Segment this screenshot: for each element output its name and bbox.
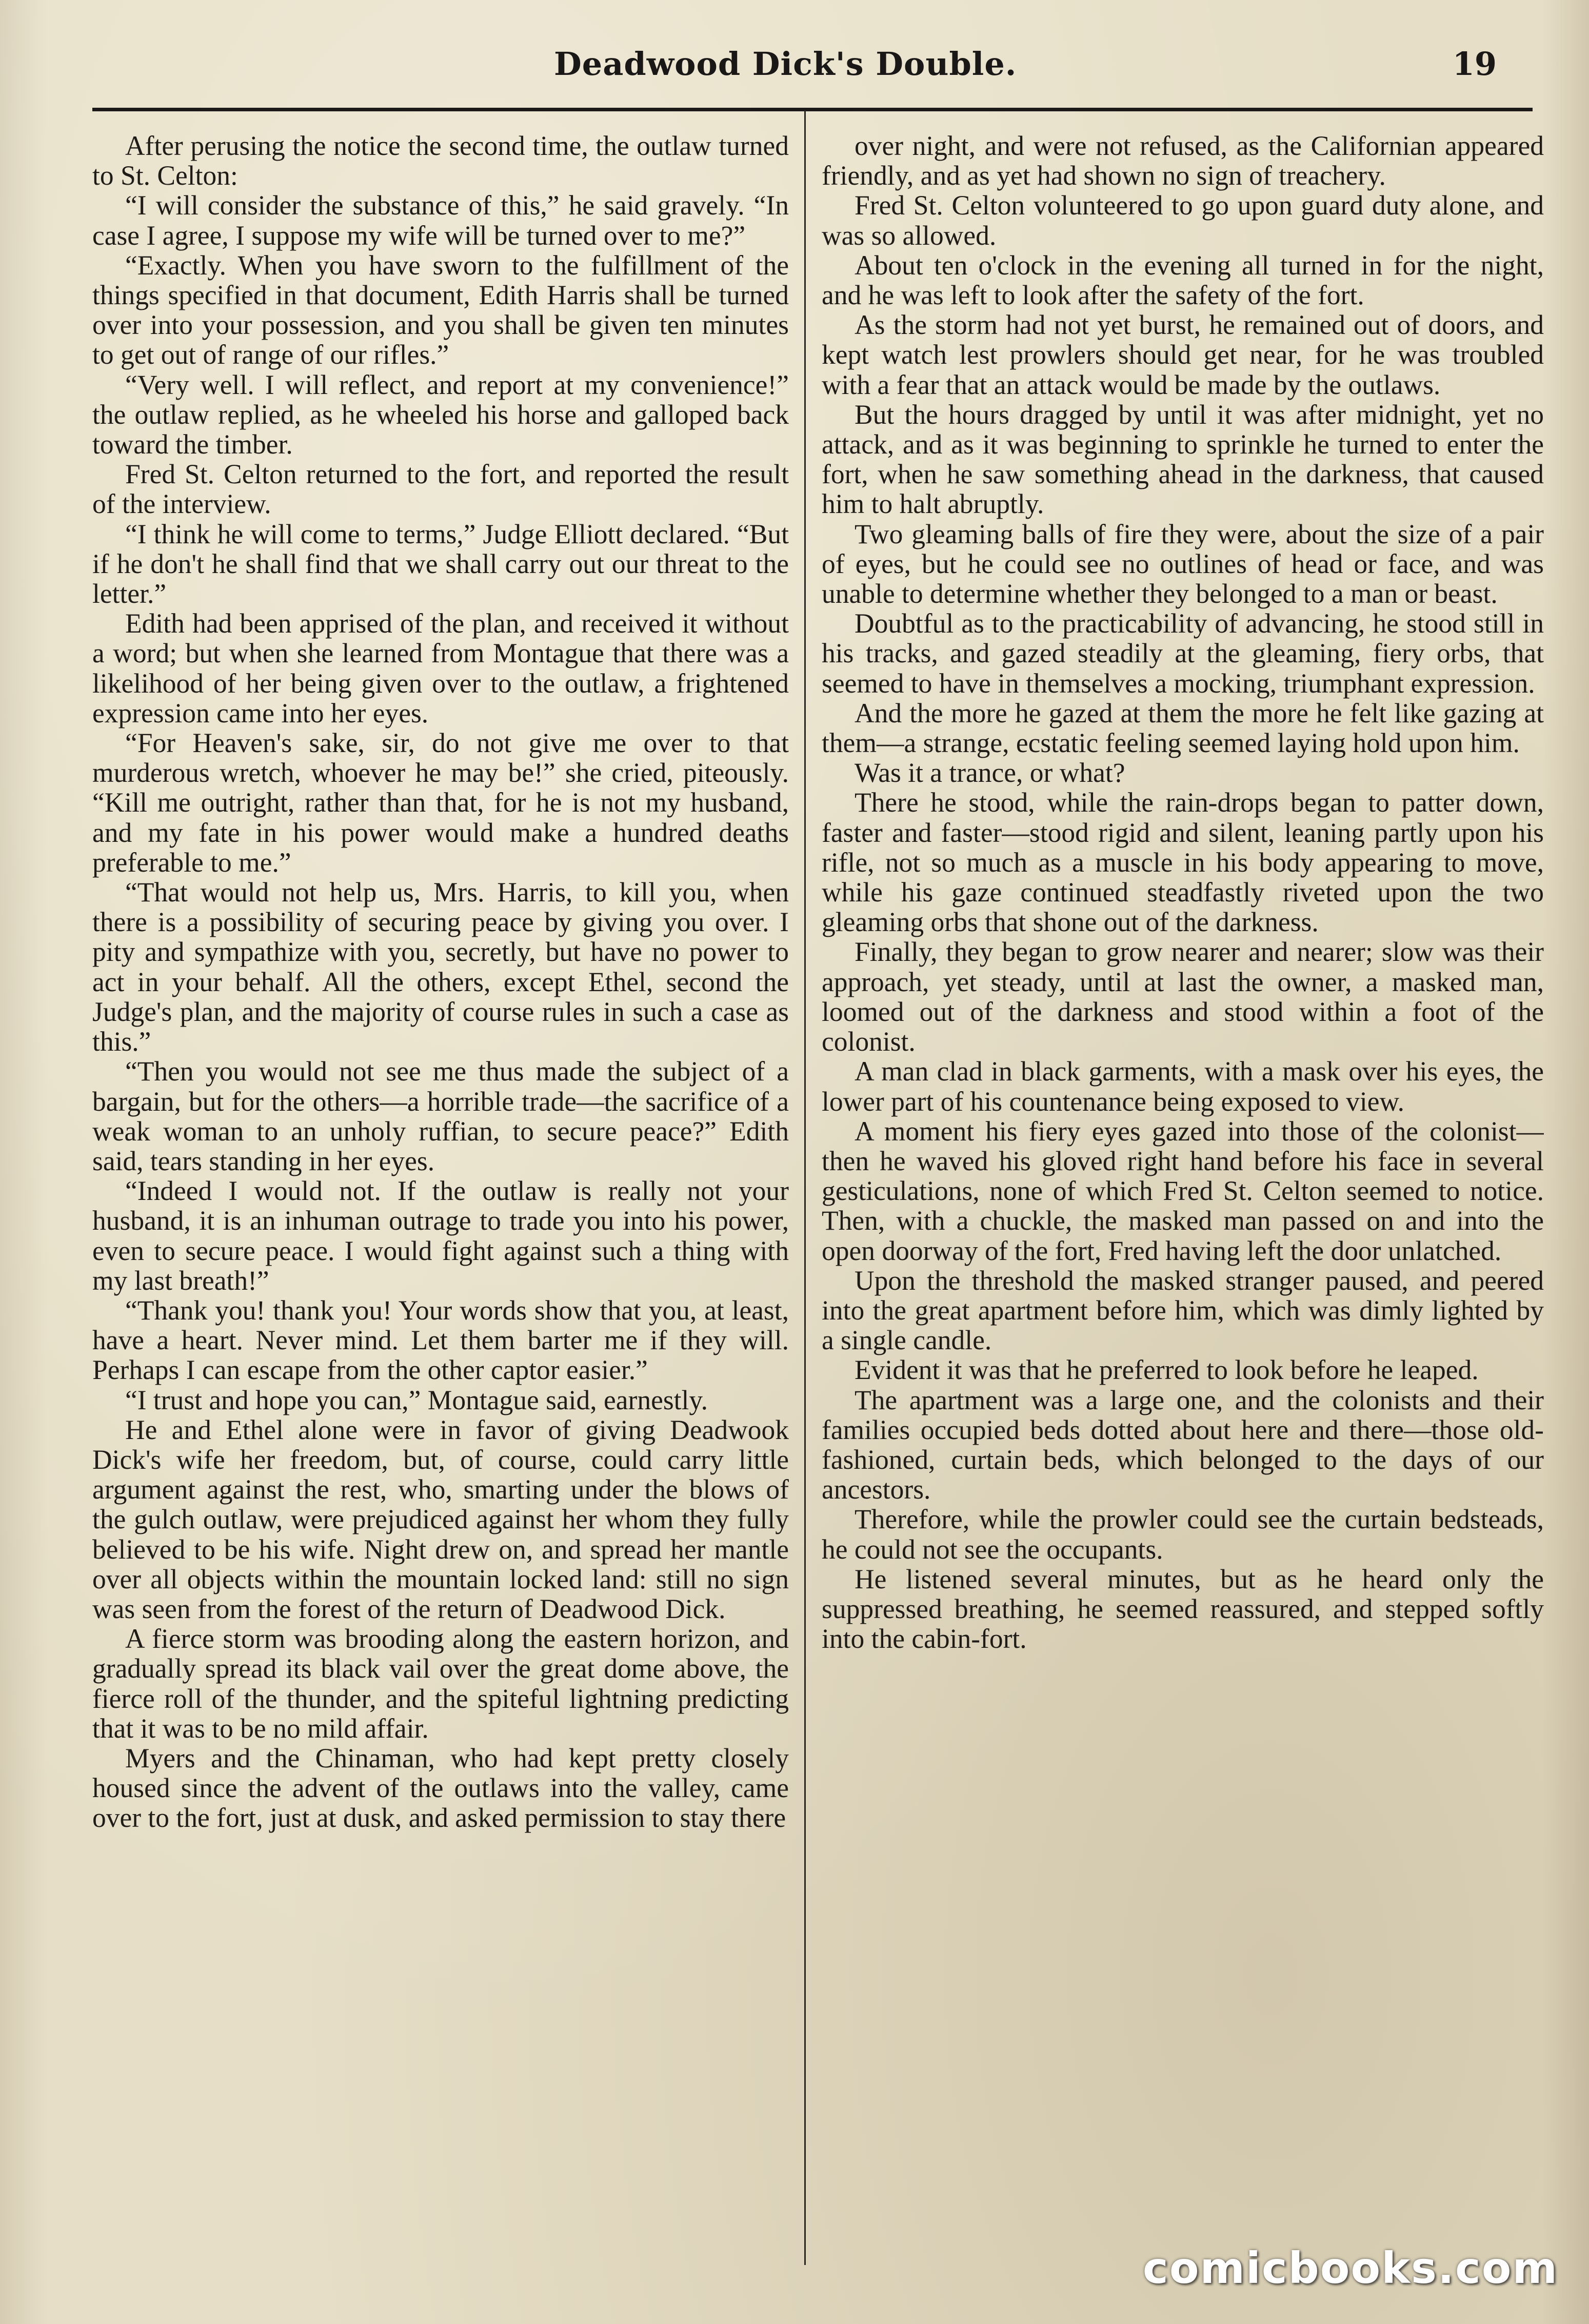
column-divider bbox=[804, 110, 806, 2265]
paragraph: The apartment was a large one, and the colonists and their families occupied beds dotted about here and there—those old-fashioned, curtain beds, which belonged to the days of our ancestors. bbox=[822, 1384, 1544, 1505]
text-column-right bbox=[822, 131, 1544, 2275]
paragraph: “Exactly. When you have sworn to the fulfillment of the things specified in that document, Edith Harris shall be turned over into your possession, and you shall be given ten minutes to get out of range of our rifles.” bbox=[92, 249, 789, 370]
paragraph: Myers and the Chinaman, who had kept pretty closely housed since the advent of the outlaws into the valley, came over to the fort, just at dusk, and asked permission to stay there bbox=[92, 1742, 789, 1834]
paragraph: He listened several minutes, but as he heard only the suppressed breathing, he seemed reassured, and stepped softly into the cabin-fort. bbox=[822, 1563, 1544, 1655]
paragraph: “I trust and hope you can,” Montague said, earnestly. bbox=[125, 1384, 708, 1415]
watermark: comicbooks.com bbox=[1143, 2243, 1558, 2293]
paragraph: He and Ethel alone were in favor of giving Deadwook Dick's wife her freedom, but, of course, could carry little argument against the rest, who, smarting under the blows of the gulch outlaw, were prejudiced against her whom they fully believed to be his wife. Night drew on, and spread her mantle over all objects within the mountain locked land: still no sign was seen from the forest of the return of Deadwood Dick. bbox=[92, 1414, 789, 1624]
paragraph: “Then you would not see me thus made the subject of a bargain, but for the others—a horrible trade—the sacrifice of a weak woman to an unholy ruffian, to secure peace?” Edith said, tears standing in her eyes. bbox=[92, 1056, 789, 1176]
paragraph: Doubtful as to the practicability of advancing, he stood still in his tracks, and gazed steadily at the gleaming, fiery orbs, that seemed to have in themselves a mocking, triumphant expression. bbox=[822, 608, 1544, 699]
page-number: 19 bbox=[1452, 45, 1497, 83]
text-column-left bbox=[92, 131, 789, 2275]
paragraph: “Thank you! thank you! Your words show that you, at least, have a heart. Never mind. Let them barter me if they will. Perhaps I can escape from the other captor easier.” bbox=[92, 1294, 789, 1386]
paragraph: “Very well. I will reflect, and report at my convenience!” the outlaw replied, as he wheeled his horse and galloped back toward the timber. bbox=[92, 369, 789, 460]
header-rule bbox=[92, 108, 1533, 111]
paragraph: Fred St. Celton returned to the fort, and reported the result of the interview. bbox=[92, 459, 789, 520]
paragraph: “I will consider the substance of this,” he said gravely. “In case I agree, I suppose my wife will be turned over to me?” bbox=[92, 190, 789, 251]
paragraph: “I think he will come to terms,” Judge Elliott declared. “But if he don't he shall find that we shall carry out our threat to the letter.” bbox=[92, 518, 789, 609]
paragraph: “That would not help us, Mrs. Harris, to kill you, when there is a possibility of securing peace by giving you over. I pity and sympathize with you, secretly, but have no power to act in your behalf. All the others, except Ethel, second the Judge's plan, and the majority of course rules in such a case as this.” bbox=[92, 877, 789, 1057]
paragraph: But the hours dragged by until it was after midnight, yet no attack, and as it was beginning to sprinkle he turned to enter the fort, when he saw something ahead in the darkness, that caused him to halt abruptly. bbox=[822, 399, 1544, 520]
paragraph: Edith had been apprised of the plan, and received it without a word; but when she learned from Montague that there was a likelihood of her being given over to the outlaw, a frightened expression came into her eyes. bbox=[92, 608, 789, 728]
paragraph: Was it a trance, or what? bbox=[855, 757, 1125, 789]
page-header bbox=[92, 36, 1527, 97]
paragraph: As the storm had not yet burst, he remained out of doors, and kept watch lest prowlers should get near, for he was troubled with a fear that an attack would be made by the outlaws. bbox=[822, 309, 1544, 400]
paragraph: Evident it was that he preferred to look before he leaped. bbox=[855, 1354, 1479, 1386]
running-title: Deadwood Dick's Double. bbox=[554, 45, 1017, 83]
paragraph: Fred St. Celton volunteered to go upon guard duty alone, and was so allowed. bbox=[822, 190, 1544, 251]
paragraph: Finally, they began to grow nearer and nearer; slow was their approach, yet steady, until at last the owner, a masked man, loomed out of the darkness and stood within a foot of the colonist. bbox=[822, 936, 1544, 1057]
paragraph: A man clad in black garments, with a mask over his eyes, the lower part of his countenance being exposed to view. bbox=[822, 1056, 1544, 1117]
paragraph: About ten o'clock in the evening all turned in for the night, and he was left to look after the safety of the fort. bbox=[822, 249, 1544, 311]
paragraph: “For Heaven's sake, sir, do not give me over to that murderous wretch, whoever he may be!” she cried, piteously. “Kill me outright, rather than that, for he is not my husband, and my fate in his power would make a hundred deaths preferable to me.” bbox=[92, 727, 789, 878]
paragraph: “Indeed I would not. If the outlaw is really not your husband, it is an inhuman outrage to trade you into his power, even to secure peace. I would fight against such a thing with my last breath!” bbox=[92, 1175, 789, 1296]
paragraph: Two gleaming balls of fire they were, about the size of a pair of eyes, but he could see no outlines of head or face, and was unable to determine whether they belonged to a man or beast. bbox=[822, 518, 1544, 609]
paragraph: A moment his fiery eyes gazed into those of the colonist—then he waved his gloved right hand before his face in several gesticulations, none of which Fred St. Celton seemed to notice. Then, with a chuckle, the masked man passed on and into the open doorway of the fort, Fred having left the door unlatched. bbox=[822, 1115, 1544, 1266]
paragraph: Therefore, while the prowler could see the curtain bedsteads, he could not see the occupants. bbox=[822, 1504, 1544, 1565]
paragraph: There he stood, while the rain-drops began to patter down, faster and faster—stood rigid and silent, leaning partly upon his rifle, not so much as a muscle in his body appearing to move, while his gaze continued steadfastly riveted upon the two gleaming orbs that shone out of the darkness. bbox=[822, 787, 1544, 938]
paragraph: Upon the threshold the masked stranger paused, and peered into the great apartment before him, which was dimly lighted by a single candle. bbox=[822, 1265, 1544, 1356]
paragraph: A fierce storm was brooding along the eastern horizon, and gradually spread its black vail over the great dome above, the fierce roll of the thunder, and the spiteful lightning predicting that it was to be no mild affair. bbox=[92, 1623, 789, 1744]
paragraph: And the more he gazed at them the more he felt like gazing at them—a strange, ecstatic feeling seemed laying hold upon him. bbox=[822, 697, 1544, 759]
paragraph: over night, and were not refused, as the Californian appeared friendly, and as yet had shown no sign of treachery. bbox=[822, 131, 1544, 191]
paragraph: After perusing the notice the second time, the outlaw turned to St. Celton: bbox=[92, 131, 789, 191]
